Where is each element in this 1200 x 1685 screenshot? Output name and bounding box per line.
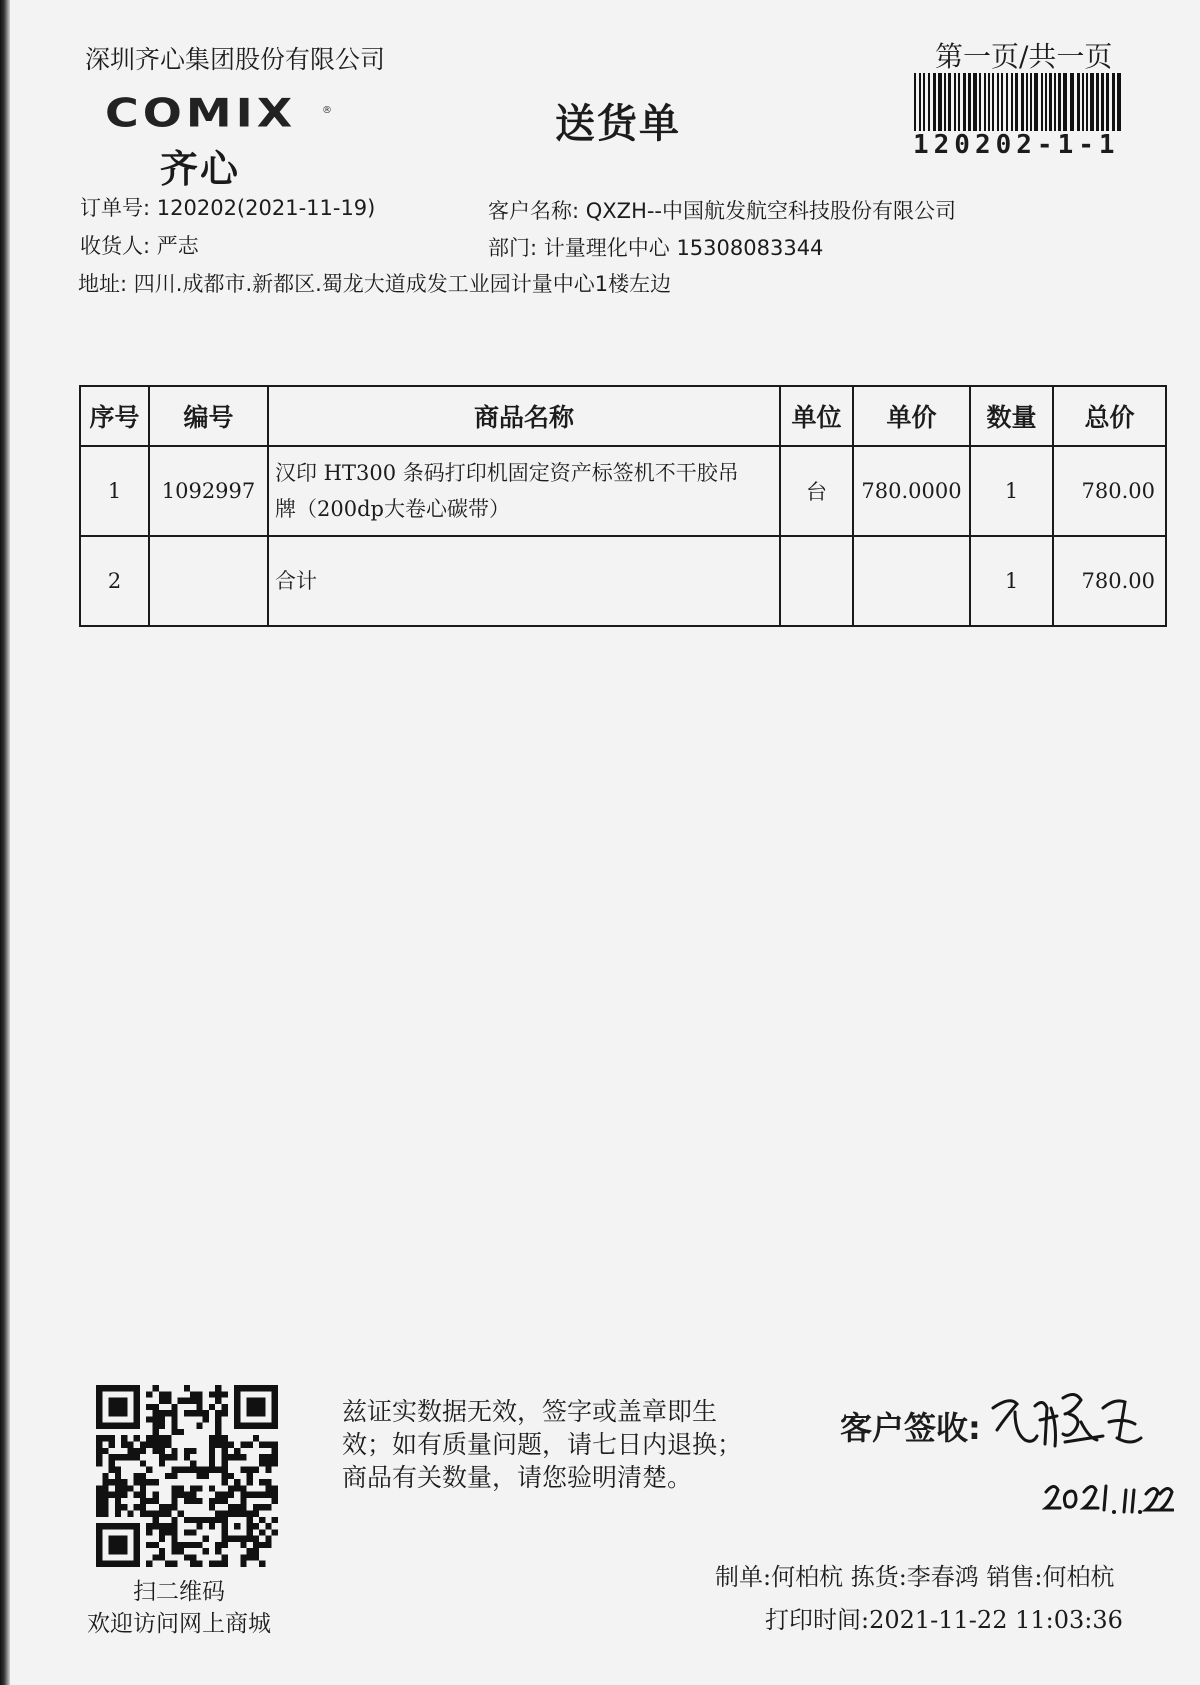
cell-name-line1: 汉印 HT300 条码打印机固定资产标签机不干胶吊 [275,461,739,485]
cell-total: 780.00 [1053,446,1166,536]
qr-caption-scan: 扫二维码 [133,1579,225,1605]
cell-seq: 1 [80,446,149,536]
customer-value: QXZH--中国航发航空科技股份有限公司 [585,199,957,223]
registered-mark: ® [322,105,332,116]
cell-seq: 2 [80,536,149,626]
cell-qty: 1 [970,446,1053,536]
document-title: 送货单 [555,101,681,147]
cell-name [268,536,780,626]
order-value: 120202(2021-11-19) [156,196,376,220]
cell-unit: 台 [780,446,853,536]
items-table [79,385,1167,627]
order-number [80,192,375,222]
print-time: 打印时间:2021-11-22 11:03:36 [765,1606,1123,1634]
cell-name [268,446,780,536]
company-name: 深圳齐心集团股份有限公司 [85,45,386,74]
notice-text: 兹证实数据无效，签字或盖章即生效；如有质量问题，请七日内退换；商品有关数量，请您验明清楚。 [342,1397,743,1492]
dept-value: 计量理化中心 15308083344 [543,236,824,260]
table-header-row [80,386,1166,446]
comix-logo-chinese: 齐心 [160,147,241,191]
qr-caption-visit: 欢迎访问网上商城 [87,1611,271,1637]
staff-line: 制单:何柏杭 拣货:李春鸿 销售:何柏杭 [715,1563,1115,1591]
department [488,232,823,262]
receiver-value: 严志 [156,234,199,258]
header-code: 编号 [149,386,268,446]
page-indicator: 第一页/共一页 [935,40,1113,73]
receiver [80,230,199,260]
header-name: 商品名称 [268,386,780,446]
paper-left-edge [0,0,10,1685]
customer-name [488,195,956,225]
cell-name-line1: 合计 [275,569,317,593]
header-price: 单价 [853,386,970,446]
header-seq: 序号 [80,386,149,446]
dept-label: 部门: [488,236,538,260]
customer-sign-label: 客户签收: [840,1409,981,1447]
cell-code [149,536,268,626]
table-row [80,446,1166,536]
cell-name-line2: 牌（200dp大卷心碳带） [275,497,510,521]
cell-code: 1092997 [149,446,268,536]
handwritten-date [1042,1478,1174,1520]
barcode-icon [912,73,1124,131]
header-total: 总价 [1053,386,1166,446]
barcode-number: 120202-1-1 [913,130,1120,160]
address [78,268,671,298]
cell-total: 780.00 [1053,536,1166,626]
handwritten-signature [985,1378,1145,1458]
cell-price: 780.0000 [853,446,970,536]
customer-label: 客户名称: [488,199,580,223]
cell-qty: 1 [970,536,1053,626]
header-qty: 数量 [970,386,1053,446]
qr-code-icon[interactable] [96,1385,278,1567]
cell-price [853,536,970,626]
address-label: 地址: [78,272,128,296]
header-unit: 单位 [780,386,853,446]
cell-unit [780,536,853,626]
receiver-label: 收货人: [80,234,151,258]
comix-logo-wordmark: COMIX [105,90,297,136]
table-row-total [80,536,1166,626]
order-label: 订单号: [80,196,151,220]
address-value: 四川.成都市.新都区.蜀龙大道成发工业园计量中心1楼左边 [133,272,672,296]
